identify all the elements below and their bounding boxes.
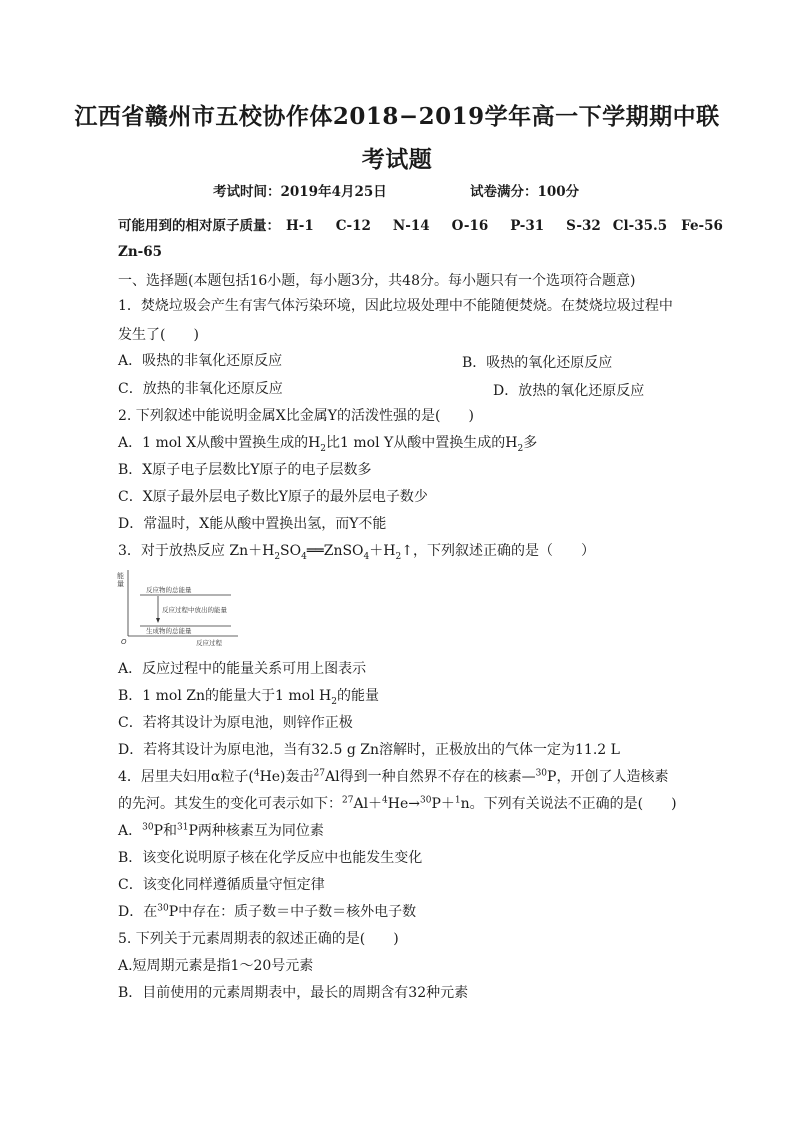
- q1-option-d: D．放热的氧化还原反应: [493, 383, 645, 399]
- q1-option-c: C．放热的非氧化还原反应: [118, 381, 283, 397]
- exam-time: 考试时间：2019年4月25日: [213, 184, 387, 200]
- q2-option-a: A．1 mol X从酸中置换生成的$H_2$比1 mol Y从酸中置换生成的$H_2$多: [118, 435, 538, 454]
- atomic-mass-item: O-16: [451, 218, 489, 234]
- q2-option-c: C．X原子最外层电子数比Y原子的最外层电子数少: [118, 489, 428, 505]
- reactants-label: 反应物的总能量: [146, 586, 192, 594]
- q4-option-a: A．$^{30}$P和$^{31}$P两种核素互为同位素: [118, 822, 324, 839]
- atomic-masses-label: 可能用到的相对原子质量：: [118, 218, 280, 234]
- release-arrow-head: [156, 618, 160, 623]
- q4-option-d: D．在$^{30}$P中存在：质子数＝中子数＝核外电子数: [118, 903, 417, 920]
- q2-option-b: B．X原子电子层数比Y原子的电子层数多: [118, 462, 372, 478]
- x-axis-label: 反应过程: [196, 639, 222, 647]
- q1-stem-line2: 发生了( ): [118, 327, 199, 343]
- products-label: 生成物的总能量: [146, 627, 192, 635]
- q2-option-d: D．常温时，X能从酸中置换出氢，而Y不能: [118, 516, 387, 532]
- q3-option-d: D．若将其设计为原电池，当有32.5 g Zn溶解时，正极放出的气体一定为11.2 L: [118, 742, 620, 758]
- q3-option-b: B．1 mol Zn的能量大于1 mol $H_2$的能量: [118, 688, 379, 707]
- q4-stem-line1: 4．居里夫妇用α粒子($^4$He)轰击$^{27}$Al得到一种自然界不存在的核素—$^{30}$P，开创了人造核素: [118, 768, 669, 785]
- q3-option-a: A．反应过程中的能量关系可用上图表示: [118, 661, 367, 677]
- q1-option-b: B．吸热的氧化还原反应: [462, 355, 613, 371]
- full-score: 试卷满分：100分: [470, 184, 580, 200]
- q3-option-c: C．若将其设计为原电池，则锌作正极: [118, 715, 353, 731]
- atomic-mass-item: H-1: [286, 218, 314, 234]
- atomic-mass-item: C-12: [335, 218, 371, 234]
- section-heading: 一、选择题(本题包括16小题，每小题3分，共48分。每小题只有一个选项符合题意): [118, 273, 636, 289]
- atomic-mass-item: S-32: [566, 218, 601, 234]
- q3-stem: 3．对于放热反应 $Zn+H_2SO_4══ZnSO_4+H_2↑$，下列叙述正确的是（ ）: [118, 543, 595, 562]
- q5-stem: 5. 下列关于元素周期表的叙述正确的是( ): [118, 931, 399, 947]
- q4-stem-line2: 的先河。其发生的变化可表示如下：$^{27}$Al＋$^4$He→$^{30}$P＋$^1$n。下列有关说法不正确的是( ): [118, 795, 677, 812]
- origin-label: O: [121, 638, 127, 646]
- released-label: 反应过程中放出的能量: [162, 606, 227, 614]
- q1-option-a: A．吸热的非氧化还原反应: [118, 353, 283, 369]
- atomic-masses: [118, 214, 723, 234]
- q4-option-b: B．该变化说明原子核在化学反应中也能发生变化: [118, 850, 423, 866]
- exam-title-line2: 考试题: [361, 146, 433, 173]
- q1-stem-line1: 1．焚烧垃圾会产生有害气体污染环境，因此垃圾处理中不能随便焚烧。在焚烧垃圾过程中: [118, 298, 673, 314]
- q5-option-a: A.短周期元素是指1～20号元素: [118, 958, 314, 974]
- atomic-mass-wrap: Zn-65: [118, 244, 163, 260]
- atomic-mass-item: Cl-35.5: [612, 218, 668, 234]
- y-axis-label-1: 能: [117, 572, 124, 580]
- q4-option-c: C．该变化同样遵循质量守恒定律: [118, 877, 325, 893]
- y-axis-label-2: 量: [117, 580, 124, 588]
- atomic-mass-item: N-14: [392, 218, 430, 234]
- q5-option-b: B．目前使用的元素周期表中，最长的周期含有32种元素: [118, 985, 469, 1001]
- energy-diagram: [116, 568, 248, 650]
- q2-stem: 2. 下列叙述中能说明金属X比金属Y的活泼性强的是( ): [118, 408, 474, 424]
- atomic-mass-item: P-31: [510, 218, 545, 234]
- atomic-mass-item: Fe-56: [681, 218, 723, 234]
- exam-title-line1: 江西省赣州市五校协作体2018−2019学年高一下学期期中联: [74, 103, 720, 130]
